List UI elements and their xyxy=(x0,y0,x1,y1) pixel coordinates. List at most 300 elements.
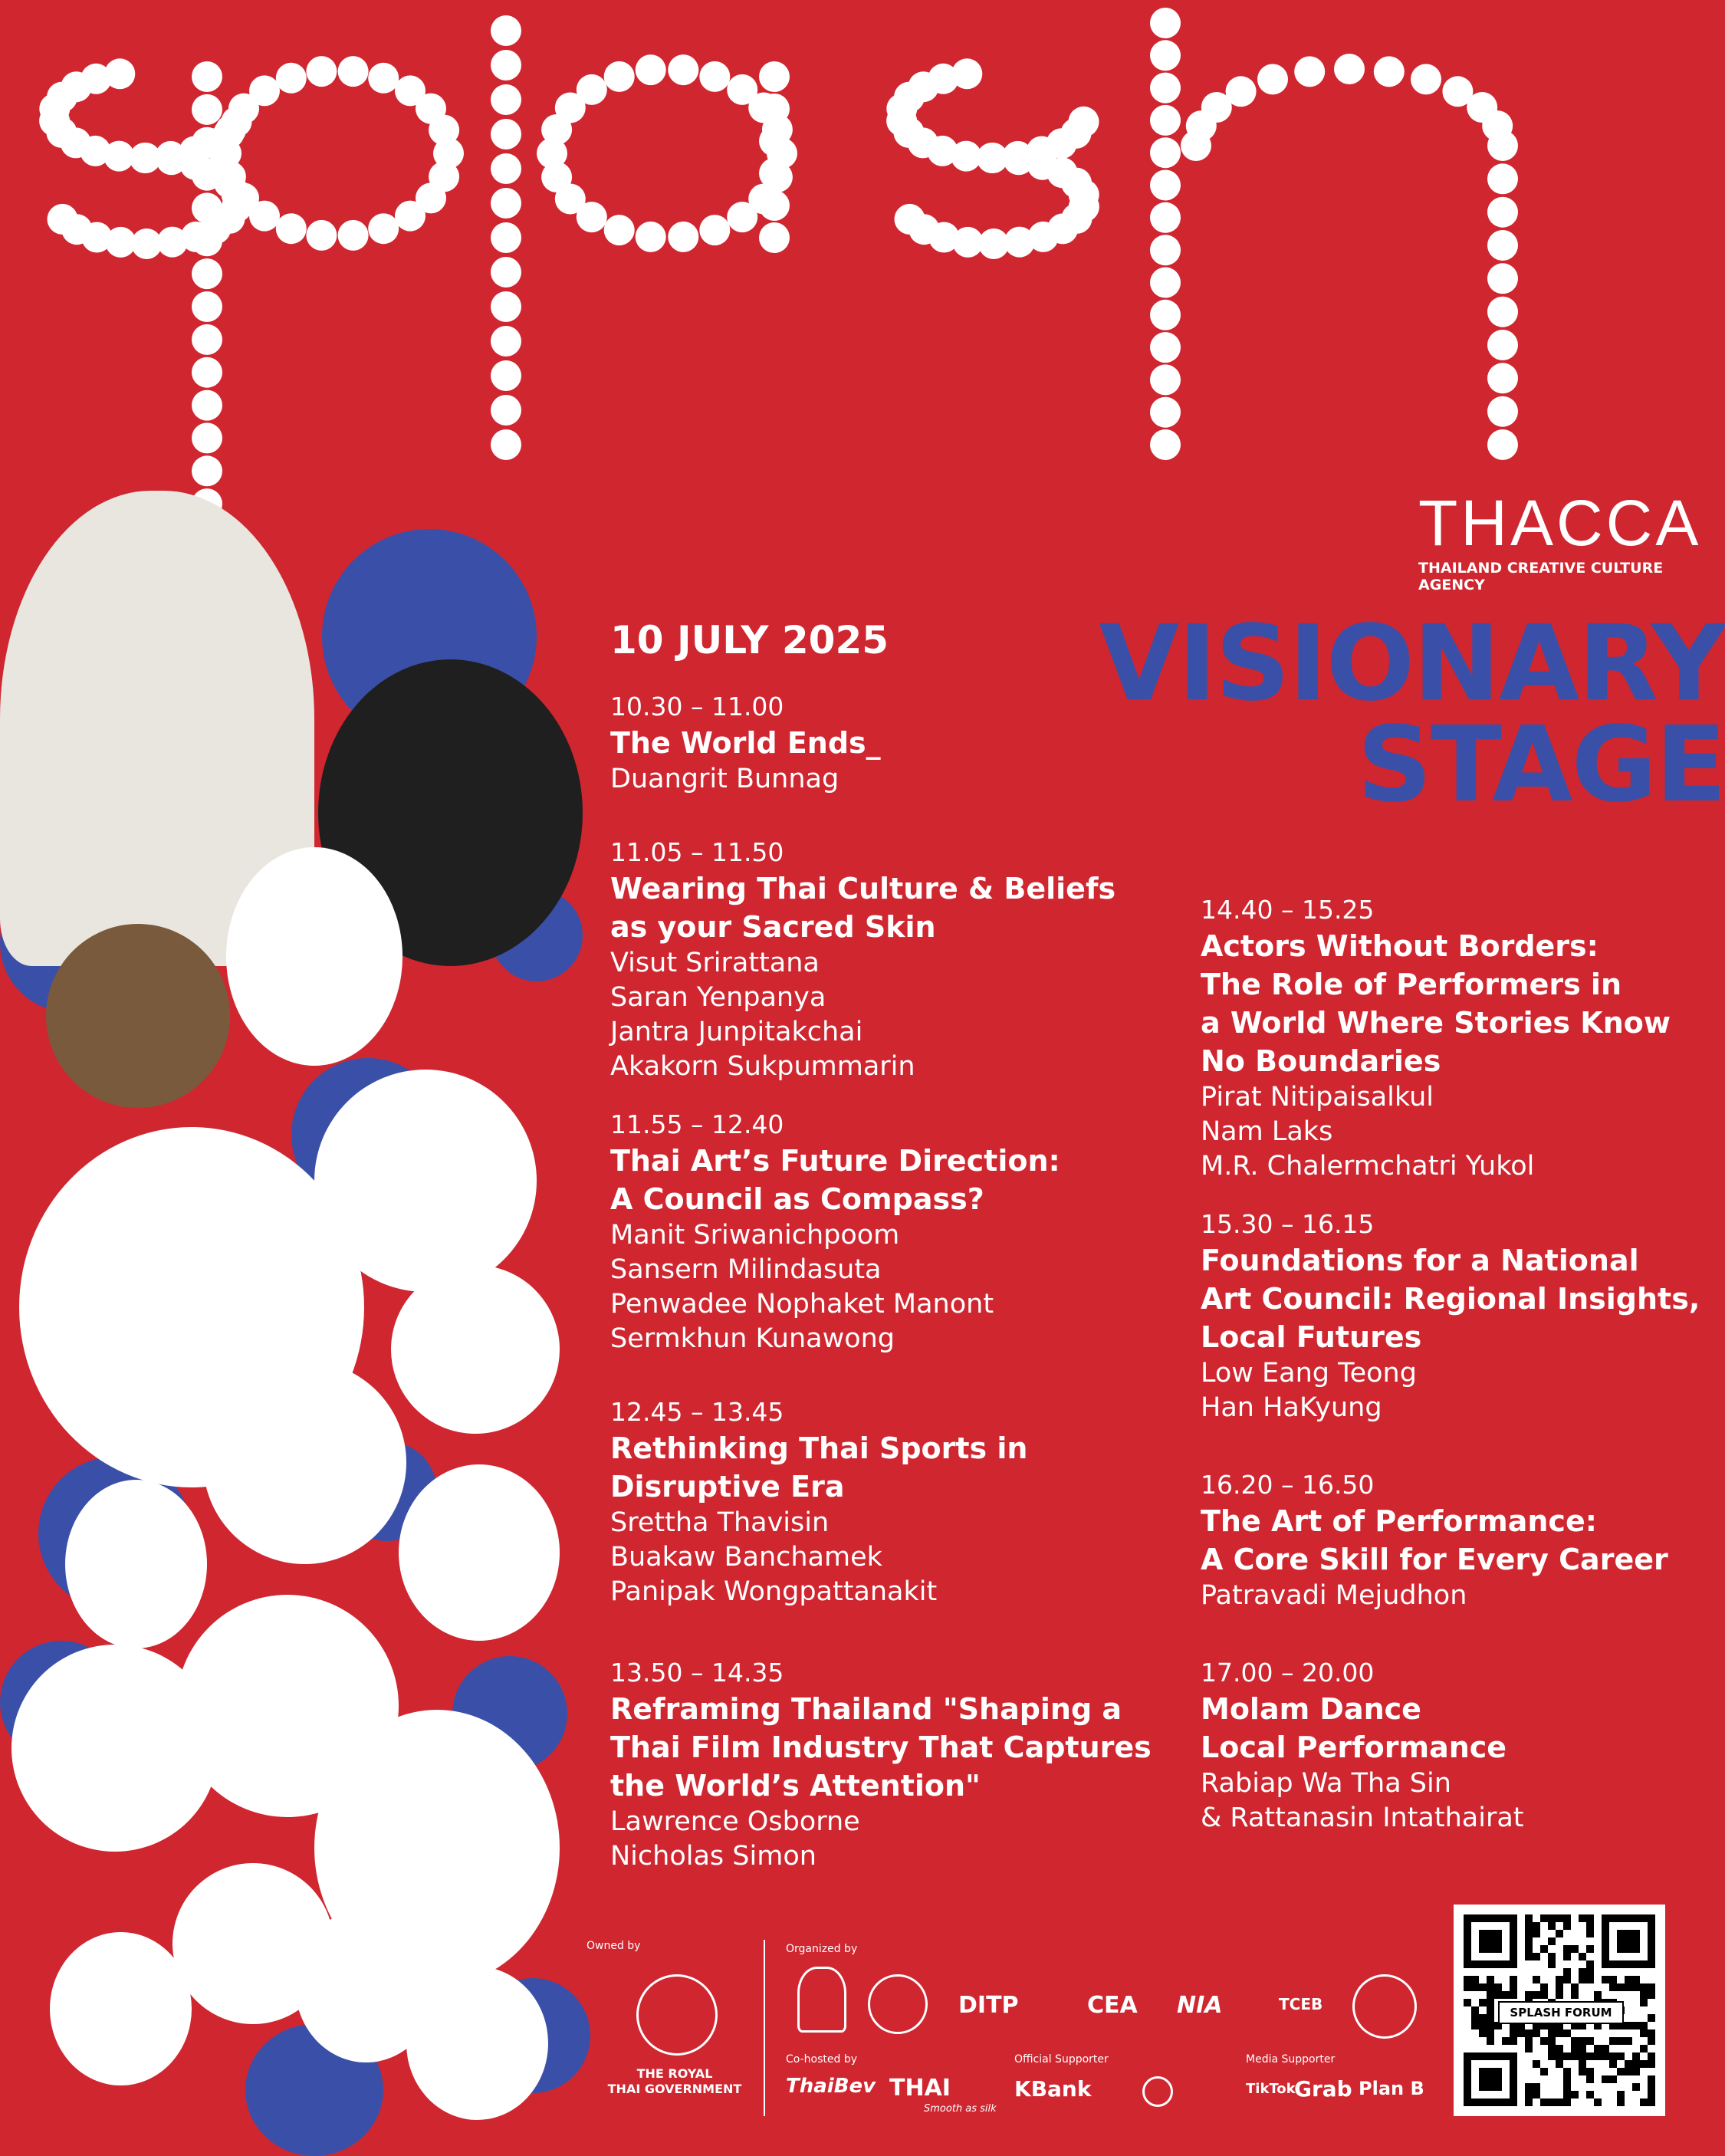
qr-module xyxy=(1594,2045,1602,2052)
session-3 xyxy=(610,1108,1162,1356)
qr-module xyxy=(1548,2045,1556,2052)
qr-module xyxy=(1586,1914,1594,1922)
qr-module xyxy=(1540,2068,1548,2075)
wordmark-dot xyxy=(338,56,369,87)
qr-module xyxy=(1533,1991,1540,1999)
qr-module xyxy=(1579,1976,1586,1983)
qr-finder xyxy=(1479,1930,1502,1953)
qr-module xyxy=(1563,1968,1571,1976)
qr-module xyxy=(1579,1968,1586,1976)
wordmark-dot xyxy=(368,63,399,94)
qr-module xyxy=(1648,2052,1655,2060)
qr-module xyxy=(1579,2045,1586,2052)
qr-module xyxy=(1548,1953,1556,1960)
qr-module xyxy=(1525,2091,1533,2098)
qr-module xyxy=(1625,1983,1632,1991)
qr-module xyxy=(1632,2022,1640,2029)
qr-module xyxy=(1586,2091,1594,2098)
qr-module xyxy=(1625,2037,1632,2045)
wordmark-dot xyxy=(668,54,698,85)
wordmark-dot xyxy=(1150,8,1181,38)
speaker-name: M.R. Chalermchatri Yukol xyxy=(1201,1151,1535,1182)
qr-module xyxy=(1563,1976,1571,1983)
session-6 xyxy=(1201,893,1707,1184)
speaker-name: Saran Yenpanya xyxy=(610,982,826,1013)
qr-module xyxy=(1471,2014,1479,2022)
sponsor-planb: Plan B xyxy=(1359,2078,1424,2099)
wordmark-dot xyxy=(604,215,635,245)
wordmark-dot xyxy=(1226,76,1257,107)
wordmark-dot xyxy=(759,222,790,253)
speaker-name: Nicholas Simon xyxy=(610,1841,816,1872)
wordmark-dot xyxy=(1150,268,1181,298)
qr-module xyxy=(1586,1976,1594,1983)
qr-module xyxy=(1571,1983,1579,1991)
session-title: Molam Dance Local Performance xyxy=(1201,1692,1507,1764)
wordmark-dot xyxy=(491,429,521,460)
qr-module xyxy=(1648,2075,1655,2083)
qr-module xyxy=(1479,2014,1487,2022)
session-8 xyxy=(1201,1468,1707,1613)
wordmark-dot xyxy=(306,220,337,251)
qr-module xyxy=(1640,2029,1648,2037)
owned-by-label: Owned by xyxy=(586,1940,641,1952)
speaker-name: Sermkhun Kunawong xyxy=(610,1323,895,1354)
qr-finder xyxy=(1479,2068,1502,2091)
qr-module xyxy=(1487,2014,1494,2022)
speaker-name: Pirat Nitipaisalkul xyxy=(1201,1082,1434,1113)
qr-module xyxy=(1525,1937,1533,1945)
thai-tagline: Smooth as silk xyxy=(924,2103,997,2115)
qr-module xyxy=(1571,2045,1579,2052)
qr-module xyxy=(1494,1983,1502,1991)
speaker-portrait xyxy=(50,1932,192,2085)
footer-divider xyxy=(764,1940,765,2116)
qr-module xyxy=(1556,2060,1563,2068)
qr-code[interactable] xyxy=(1454,1905,1665,2116)
session-time: 12.45 – 13.45 xyxy=(610,1397,784,1427)
qr-module xyxy=(1586,1960,1594,1968)
qr-module xyxy=(1648,2083,1655,2091)
speaker-name: Panipak Wongpattanakit xyxy=(610,1576,938,1607)
qr-module xyxy=(1640,2098,1648,2106)
speaker-portrait xyxy=(406,1967,548,2120)
wordmark-dot xyxy=(759,158,790,189)
qr-module xyxy=(1648,2098,1655,2106)
speaker-portrait xyxy=(65,1480,207,1648)
qr-module xyxy=(1510,2037,1517,2045)
qr-module xyxy=(1487,1976,1494,1983)
qr-module xyxy=(1487,2022,1494,2029)
qr-module xyxy=(1563,1922,1571,1930)
wordmark-dot xyxy=(1150,105,1181,136)
wordmark-dot xyxy=(1487,230,1518,261)
qr-module xyxy=(1571,2052,1579,2060)
wordmark-dot xyxy=(699,215,730,245)
qr-module xyxy=(1464,1976,1471,1983)
qr-module xyxy=(1617,2037,1625,2045)
qr-module xyxy=(1586,1968,1594,1976)
qr-module xyxy=(1548,2037,1556,2045)
speaker-name: Buakaw Banchamek xyxy=(610,1542,882,1573)
media-supporter-label: Media Supporter xyxy=(1246,2053,1336,2066)
official-supporter-label: Official Supporter xyxy=(1014,2053,1109,2066)
qr-module xyxy=(1632,2060,1640,2068)
qr-module xyxy=(1479,2022,1487,2029)
qr-module xyxy=(1556,1983,1563,1991)
wordmark-dot xyxy=(491,257,521,288)
sponsor-ditp: DITP xyxy=(958,1992,1019,2019)
wordmark-dot xyxy=(759,94,790,124)
qr-module xyxy=(1487,1999,1494,2006)
qr-module xyxy=(1510,1976,1517,1983)
sponsor-thai: THAI xyxy=(889,2075,951,2102)
thacca-logo xyxy=(1418,487,1717,593)
wordmark-dot xyxy=(1487,130,1518,161)
qr-module xyxy=(1533,1976,1540,1983)
qr-module xyxy=(1525,2045,1533,2052)
qr-module xyxy=(1510,1983,1517,1991)
qr-module xyxy=(1540,1945,1548,1953)
wordmark-dot xyxy=(192,61,222,92)
speaker-name: Rabiap Wa Tha Sin xyxy=(1201,1768,1451,1799)
qr-module xyxy=(1479,1999,1487,2006)
qr-module xyxy=(1540,1983,1548,1991)
organizer-emblem-icon xyxy=(797,1967,846,2033)
wordmark-dot xyxy=(1150,137,1181,168)
qr-module xyxy=(1525,2029,1533,2037)
wordmark-dot xyxy=(192,225,222,256)
qr-module xyxy=(1586,1945,1594,1953)
qr-module xyxy=(1556,2045,1563,2052)
qr-module xyxy=(1625,2068,1632,2075)
qr-module xyxy=(1525,1991,1533,1999)
wordmark-dot xyxy=(104,58,135,89)
qr-module xyxy=(1487,2037,1494,2045)
wordmark-dot xyxy=(1150,364,1181,395)
qr-module xyxy=(1533,2083,1540,2091)
wordmark-dot xyxy=(48,204,78,235)
wordmark-dot xyxy=(192,324,222,355)
qr-module xyxy=(1487,1991,1494,1999)
wordmark-dot xyxy=(491,360,521,391)
wordmark-dot xyxy=(1294,56,1325,87)
qr-module xyxy=(1640,1999,1648,2006)
qr-module xyxy=(1617,2098,1625,2106)
wordmark-dot xyxy=(306,56,337,87)
wordmark-dot xyxy=(759,126,790,156)
speaker-name: Visut Srirattana xyxy=(610,948,820,978)
speaker-portrait xyxy=(226,847,402,1066)
organized-by-label: Organized by xyxy=(786,1943,858,1955)
qr-module xyxy=(1510,2029,1517,2037)
session-1 xyxy=(610,690,1162,797)
qr-module xyxy=(1548,1937,1556,1945)
session-7 xyxy=(1201,1208,1707,1425)
wordmark-dot xyxy=(1150,300,1181,330)
session-time: 17.00 – 20.00 xyxy=(1201,1658,1375,1688)
qr-module xyxy=(1487,1983,1494,1991)
qr-module xyxy=(1494,1991,1502,1999)
qr-module xyxy=(1602,2052,1609,2060)
sponsor-kbank: KBank xyxy=(1014,2076,1092,2102)
qr-module xyxy=(1632,2052,1640,2060)
wordmark-dot xyxy=(192,192,222,223)
session-time: 13.50 – 14.35 xyxy=(610,1658,784,1688)
qr-module xyxy=(1625,2022,1632,2029)
qr-module xyxy=(1586,2052,1594,2060)
qr-module xyxy=(1586,2037,1594,2045)
wordmark-dot xyxy=(491,395,521,426)
qr-module xyxy=(1548,2029,1556,2037)
sponsor-nia: NIA xyxy=(1177,1992,1223,2019)
qr-module xyxy=(1579,1953,1586,1960)
wordmark-dot xyxy=(1150,40,1181,71)
session-time: 16.20 – 16.50 xyxy=(1201,1470,1375,1500)
qr-module xyxy=(1632,1983,1640,1991)
wordmark-dot xyxy=(604,61,635,92)
qr-module xyxy=(1525,1945,1533,1953)
session-time: 11.05 – 11.50 xyxy=(610,837,784,867)
wordmark-dot xyxy=(1487,197,1518,228)
qr-module xyxy=(1609,2052,1617,2060)
wordmark-dot xyxy=(727,202,757,232)
qr-module xyxy=(1579,2037,1586,2045)
qr-module xyxy=(1625,1976,1632,1983)
wordmark-dot xyxy=(192,94,222,125)
speaker-list xyxy=(610,1218,1162,1356)
wordmark-dot xyxy=(1150,429,1181,460)
qr-module xyxy=(1579,2052,1586,2060)
qr-module xyxy=(1571,2037,1579,2045)
speaker-name: Duangrit Bunnag xyxy=(610,764,840,794)
qr-module xyxy=(1533,1953,1540,1960)
wordmark-dot xyxy=(1150,235,1181,265)
session-9 xyxy=(1201,1656,1707,1836)
qr-module xyxy=(1609,2060,1617,2068)
organizer-seal-icon xyxy=(868,1974,928,2034)
qr-module xyxy=(1556,2052,1563,2060)
session-title: Rethinking Thai Sports in Disruptive Era xyxy=(610,1431,1028,1504)
wordmark-dot xyxy=(491,15,521,46)
qr-module xyxy=(1533,2091,1540,2098)
qr-module xyxy=(1563,2029,1571,2037)
wordmark-dot xyxy=(491,84,521,115)
session-title: Thai Art’s Future Direction: A Council as Compass? xyxy=(610,1144,1060,1216)
qr-module xyxy=(1502,2037,1510,2045)
wordmark-dot xyxy=(491,153,521,184)
qr-finder xyxy=(1617,1930,1640,1953)
qr-module xyxy=(1632,2083,1640,2091)
qr-module xyxy=(1563,2098,1571,2106)
qr-module xyxy=(1540,1991,1548,1999)
qr-module xyxy=(1602,2045,1609,2052)
wordmark-dot xyxy=(1334,54,1365,84)
qr-module xyxy=(1640,1983,1648,1991)
wordmark-dot xyxy=(192,357,222,388)
qr-module xyxy=(1525,2098,1533,2106)
speaker-list xyxy=(610,946,1162,1084)
wordmark-dot xyxy=(192,422,222,453)
wordmark-dot xyxy=(395,201,426,232)
qr-module xyxy=(1594,2098,1602,2106)
session-5 xyxy=(610,1656,1162,1874)
speaker-name: Han HaKyung xyxy=(1201,1392,1382,1423)
sponsor-cea: CEA xyxy=(1087,1992,1138,2019)
speaker-name: Patravadi Mejudhon xyxy=(1201,1580,1467,1611)
session-2 xyxy=(610,836,1162,1084)
qr-module xyxy=(1632,2068,1640,2075)
qr-module xyxy=(1579,2068,1586,2075)
wordmark-dot xyxy=(1150,170,1181,201)
wordmark-dot xyxy=(338,220,369,251)
speaker-name: Nam Laks xyxy=(1201,1116,1333,1147)
splash-wordmark xyxy=(0,0,1725,552)
wordmark-dot xyxy=(1150,332,1181,363)
qr-module xyxy=(1464,1999,1471,2006)
qr-module xyxy=(1602,2075,1609,2083)
qr-module xyxy=(1548,2052,1556,2060)
qr-module xyxy=(1556,1914,1563,1922)
wordmark-dot xyxy=(1487,163,1518,194)
qr-module xyxy=(1548,1914,1556,1922)
wordmark-dot xyxy=(491,326,521,357)
qr-module xyxy=(1617,2052,1625,2060)
qr-module xyxy=(1586,1922,1594,1930)
qr-module xyxy=(1502,1991,1510,1999)
wordmark-dot xyxy=(1257,64,1288,94)
qr-module xyxy=(1525,1930,1533,1937)
qr-module xyxy=(1586,2075,1594,2083)
speaker-list xyxy=(610,762,1162,797)
qr-module xyxy=(1586,2068,1594,2075)
qr-module xyxy=(1648,2029,1655,2037)
qr-module xyxy=(1640,2022,1648,2029)
wordmark-dot xyxy=(1487,330,1518,360)
wordmark-dot xyxy=(759,61,790,92)
wordmark-dot xyxy=(951,58,982,89)
stage-title-line2: STAGE xyxy=(1357,705,1725,826)
qr-module xyxy=(1471,1983,1479,1991)
qr-module xyxy=(1625,2060,1632,2068)
qr-module xyxy=(1617,2091,1625,2098)
speaker-name: Akakorn Sukpummarin xyxy=(610,1051,915,1082)
qr-module xyxy=(1556,1930,1563,1937)
wordmark-dot xyxy=(1150,397,1181,428)
wordmark-dot xyxy=(668,222,698,252)
wordmark-dot xyxy=(249,75,280,106)
speaker-portrait xyxy=(399,1464,560,1641)
speaker-name: Jantra Junpitakchai xyxy=(610,1017,863,1047)
session-time: 11.55 – 12.40 xyxy=(610,1109,784,1139)
owner-line1: THE ROYAL xyxy=(636,2066,713,2081)
qr-module xyxy=(1533,2060,1540,2068)
royal-thai-government-seal-icon xyxy=(636,1974,718,2056)
wordmark-dot xyxy=(491,188,521,219)
qr-module xyxy=(1640,2060,1648,2068)
session-4 xyxy=(610,1395,1162,1609)
qr-module xyxy=(1540,2098,1548,2106)
speaker-list xyxy=(1201,1579,1707,1613)
wordmark-dot xyxy=(491,291,521,322)
qr-module xyxy=(1525,2083,1533,2091)
qr-module xyxy=(1609,1976,1617,1983)
qr-module xyxy=(1648,2014,1655,2022)
speaker-name: Penwadee Nophaket Manont xyxy=(610,1289,994,1320)
supporter-logo-icon xyxy=(1142,2076,1173,2107)
qr-module xyxy=(1548,1922,1556,1930)
wordmark-dot xyxy=(759,190,790,221)
session-title: Foundations for a National Art Council: Regional Insights, Local Futures xyxy=(1201,1244,1700,1354)
wordmark-dot xyxy=(192,390,222,421)
wordmark-dot xyxy=(1487,363,1518,393)
qr-module xyxy=(1563,2075,1571,2083)
qr-module xyxy=(1648,2091,1655,2098)
qr-module xyxy=(1533,1930,1540,1937)
thacca-tagline: THAILAND CREATIVE CULTURE AGENCY xyxy=(1418,560,1664,593)
speaker-name: Low Eang Teong xyxy=(1201,1358,1417,1389)
wordmark-dot xyxy=(1487,263,1518,294)
qr-module xyxy=(1563,2091,1571,2098)
event-date: 10 JULY 2025 xyxy=(610,618,889,662)
speaker-list xyxy=(1201,1356,1707,1425)
sponsor-tceb: TCEB xyxy=(1279,1995,1323,2013)
qr-module xyxy=(1517,2029,1525,2037)
wordmark-dot xyxy=(491,222,521,253)
session-title: Wearing Thai Culture & Beliefs as your Sacred Skin xyxy=(610,872,1116,944)
qr-module xyxy=(1533,1922,1540,1930)
speaker-name: Srettha Thavisin xyxy=(610,1507,830,1538)
wordmark-dot xyxy=(276,63,307,94)
qr-module xyxy=(1632,1976,1640,1983)
qr-module xyxy=(1594,2052,1602,2060)
cohosted-by-label: Co-hosted by xyxy=(786,2053,857,2066)
speaker-name: Manit Sriwanichpoom xyxy=(610,1220,900,1251)
qr-module xyxy=(1556,2098,1563,2106)
session-time: 15.30 – 16.15 xyxy=(1201,1209,1375,1239)
sponsor-tiktok: TikTok xyxy=(1246,2081,1296,2097)
qr-module xyxy=(1525,1922,1533,1930)
qr-module xyxy=(1548,1960,1556,1968)
qr-module xyxy=(1617,2068,1625,2075)
speaker-list xyxy=(1201,1767,1707,1836)
qr-module xyxy=(1533,2029,1540,2037)
qr-module xyxy=(1525,2037,1533,2045)
owner-line2: THAI GOVERNMENT xyxy=(607,2082,742,2096)
sponsor-thaibev: ThaiBev xyxy=(786,2075,876,2098)
stage-title-line1: VISIONARY xyxy=(1099,603,1725,725)
qr-module xyxy=(1556,1976,1563,1983)
wordmark-dot xyxy=(636,54,666,85)
speaker-list xyxy=(610,1805,1162,1874)
wordmark-dot xyxy=(1487,396,1518,427)
session-time: 14.40 – 15.25 xyxy=(1201,895,1375,925)
speaker-name: Lawrence Osborne xyxy=(610,1806,860,1837)
speaker-name: & Rattanasin Intathairat xyxy=(1201,1803,1524,1833)
qr-module xyxy=(1648,2060,1655,2068)
session-title: The Art of Performance: A Core Skill for Every Career xyxy=(1201,1504,1668,1576)
wordmark-dot xyxy=(636,222,666,252)
qr-module xyxy=(1479,2029,1487,2037)
qr-module xyxy=(1609,1983,1617,1991)
qr-module xyxy=(1594,1991,1602,1999)
speaker-portrait xyxy=(46,924,230,1108)
wordmark-dot xyxy=(1374,56,1405,87)
qr-module xyxy=(1510,1991,1517,1999)
qr-module xyxy=(1563,2052,1571,2060)
session-title: Actors Without Borders: The Role of Performers in a World Where Stories Know No Boundaries xyxy=(1201,929,1671,1078)
qr-module xyxy=(1571,1991,1579,1999)
